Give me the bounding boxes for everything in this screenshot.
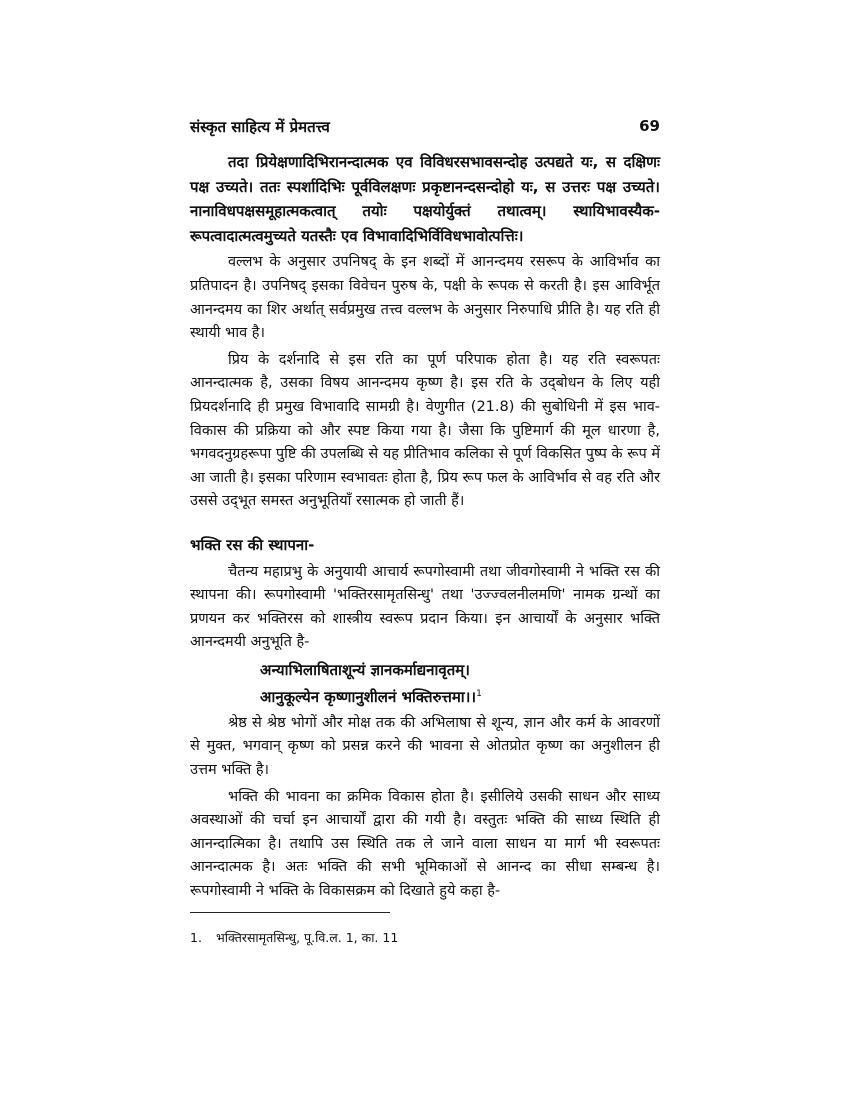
verse-line-2 [260,682,660,709]
paragraph: प्रिय के दर्शनादि से इस रति का पूर्ण परिपाक होता है। यह रति स्वरूपतः आनन्दात्मक है, उसका विषय आनन्दमय कृष्ण है। इस रति के उद्‌बोधन के लिए यही प्रियदर्शनादि ही प्रमुख विभावादि सामग्री है। वेणुगीत (21.8) की सुबोधिनी में इस भाव-विकास की प्रक्रिया को और स्पष्ट किया गया है। जैसा कि पुष्टिमार्ग की मूल धारणा है, भगवदनुग्रहरूपा पुष्टि की उपलब्धि से यह प्रीतिभाव कलिका से पूर्ण विकसित पुष्प के रूप में आ जाती है। इसका परिणाम स्वभावतः होता है, प्रिय रूप फल के आविर्भाव से वह रति और उससे उद्‌भूत समस्त अनुभूतियाँ रसात्मक हो जाती हैं। [190,351,660,510]
verse-line-2-text: आनुकूल्येन कृष्णानुशीलनं भक्तिरुत्तमा।। [260,687,477,706]
paragraph: श्रेष्ठ से श्रेष्ठ भोगों और मोक्ष तक की अभिलाषा से शून्य, ज्ञान और कर्म के आवरणों से मुक्त, भगवान् कृष्ण को प्रसन्न करने की भावना से ओतप्रोत कृष्ण का अनुशीलन ही उत्तम भक्ति है। [190,714,660,779]
running-header [190,117,660,139]
paragraph: चैतन्य महाप्रभु के अनुयायी आचार्य रूपगोस्वामी तथा जीवगोस्वामी ने भक्ति रस की स्थापना की। रूपगोस्वामी 'भक्तिरसामृतसिन्धु' तथा 'उज्ज्वलनीलमणि' नामक ग्रन्थों का प्रणयन कर भक्तिरस को शास्त्रीय स्वरूप प्रदान किया। इन आचार्यों के अनुसार भक्ति आनन्दमयी अनुभूति है- [190,563,660,651]
verse-line-1: अन्याभिलाषिताशून्यं ज्ञानकर्माद्यनावृतम्। [260,660,470,679]
footnote-number: 1. [190,930,202,945]
sanskrit-quote-paragraph: तदा प्रियेक्षणादिभिरानन्दात्मक एव विविधरसभावसन्दोह उत्पद्यते यः, स दक्षिणः पक्ष उच्यते। ततः स्पर्शादिभिः पूर्वविलक्षणः प्रकृष्टानन्दसन्दोहो यः, स उत्तरः पक्ष उच्यते। नानाविधपक्षसमूहात्मकत्वात् तयोः पक्षयोर्युक्तं तथात्वम्। स्थायिभावस्यैक- रूपत्वादात्मत्वमुच्यते यतस्तैः एव विभावादिभिर्विविधभावोत्पत्तिः। [190,153,660,245]
footnote-reference: 1 [476,688,482,699]
paragraph: भक्ति की भावना का क्रमिक विकास होता है। इसीलिये उसकी साधन और साध्य अवस्थाओं की चर्चा इन आचार्यों द्वारा की गयी है। वस्तुतः भक्ति की साध्य स्थिति ही आनन्दात्मिका है। तथापि उस स्थिति तक ले जाने वाला साधन या मार्ग भी स्वरूपतः आनन्दात्मक है। अतः भक्ति की सभी भूमिकाओं से आनन्द का सीधा सम्बन्ध है। रूपगोस्वामी ने भक्ति के विकासक्रम को दिखाते हुये कहा है- [190,788,660,900]
footnote [190,929,398,946]
sanskrit-verse [260,658,660,709]
page-number: 69 [639,117,660,135]
footnote-text: भक्तिरसामृतसिन्धु, पू.वि.ल. 1, का. 11 [216,930,399,945]
body-text [190,150,660,904]
running-title: संस्कृत साहित्य में प्रेमतत्त्व [190,118,330,136]
section-heading: भक्ति रस की स्थापना- [190,535,315,554]
paragraph: वल्लभ के अनुसार उपनिषद् के इन शब्दों में आनन्दमय रसरूप के आविर्भाव का प्रतिपादन है। उपनिषद् इसका विवेचन पुरुष के, पक्षी के रूपक से करती है। इस आविर्भूत आनन्दमय का शिर अर्थात् सर्वप्रमुख तत्त्व वल्लभ के अनुसार निरुपाधि प्रीति है। यह रति ही स्थायी भाव है। [190,254,660,342]
footnote-divider [190,912,390,913]
